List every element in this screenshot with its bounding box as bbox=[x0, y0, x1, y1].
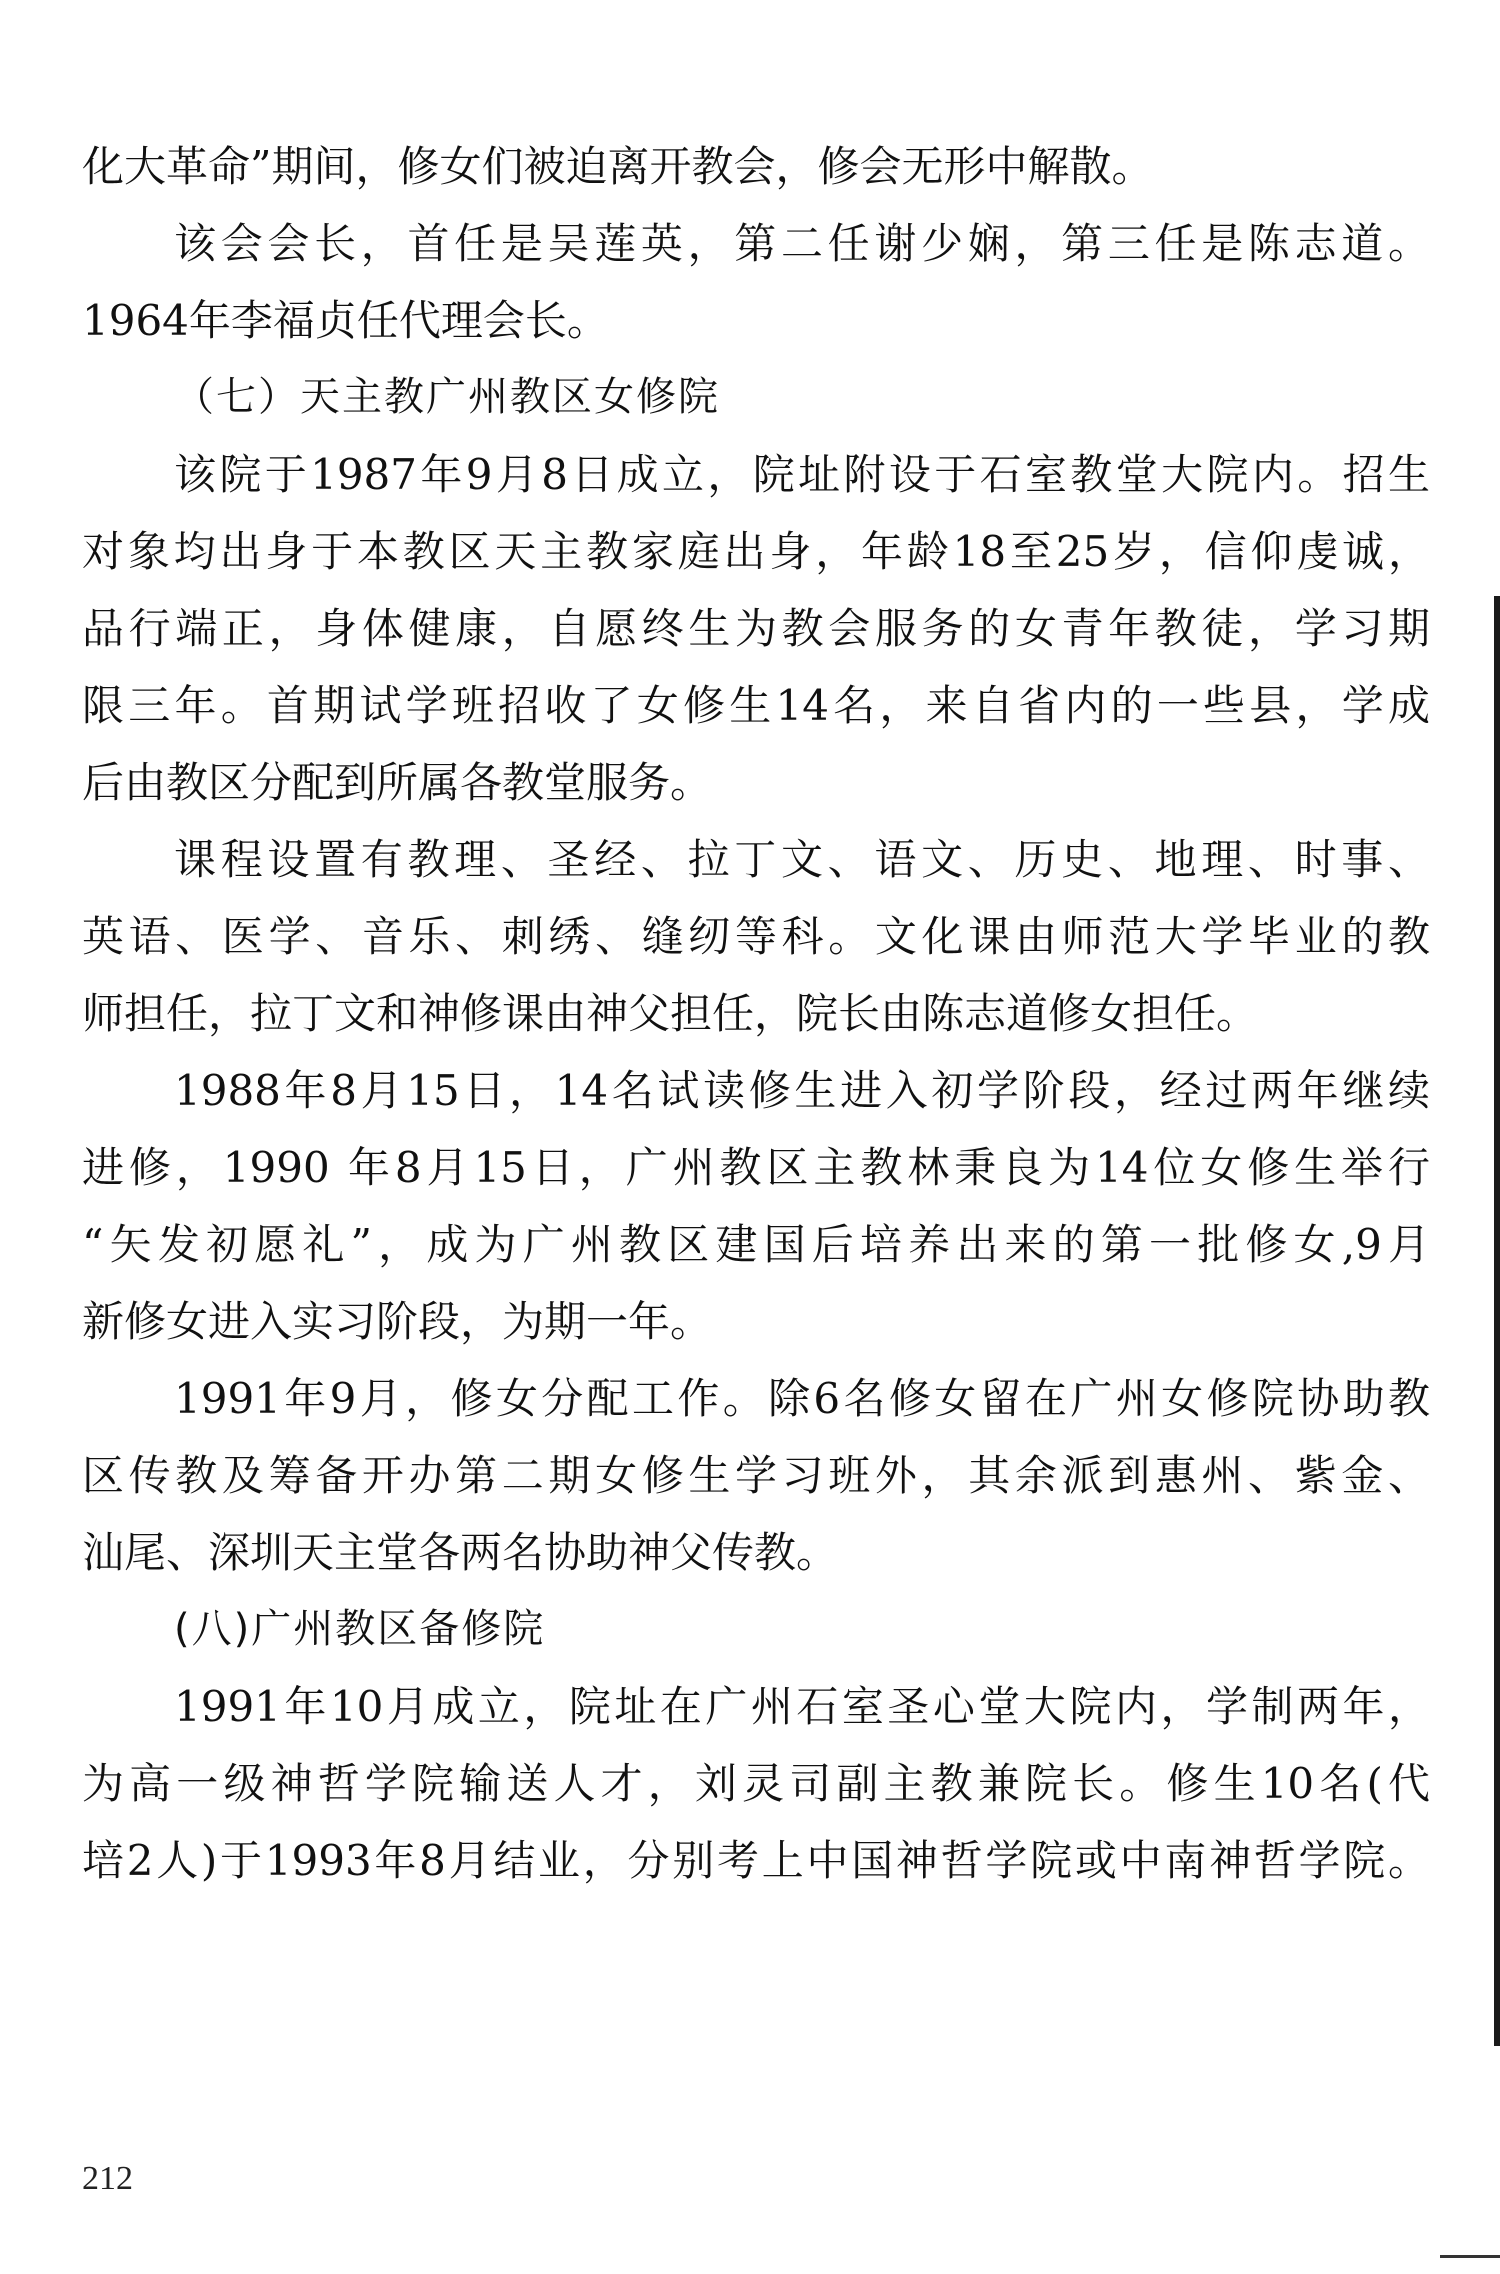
text-line: 对象均出身于本教区天主教家庭出身，年龄18至25岁，信仰虔诚， bbox=[82, 527, 1430, 576]
scan-edge-shadow bbox=[1494, 596, 1500, 2046]
text-line: 师担任，拉丁文和神修课由神父担任，院长由陈志道修女担任。 bbox=[82, 989, 1259, 1038]
text-line: 1991年9月，修女分配工作。除6名修女留在广州女修院协助教 bbox=[174, 1374, 1430, 1423]
text-line: 1988年8月15日，14名试读修生进入初学阶段，经过两年继续 bbox=[174, 1066, 1430, 1115]
text-line: 汕尾、深圳天主堂各两名协助神父传教。 bbox=[82, 1528, 839, 1577]
page-number: 212 bbox=[82, 2160, 133, 2197]
text-line: 培2人)于1993年8月结业，分别考上中国神哲学院或中南神哲学院。 bbox=[82, 1836, 1430, 1885]
text-line: 该院于1987年9月8日成立，院址附设于石室教堂大院内。招生 bbox=[174, 450, 1430, 499]
text-line: “矢发初愿礼”，成为广州教区建国后培养出来的第一批修女,9月 bbox=[82, 1220, 1430, 1269]
text-line: 后由教区分配到所属各教堂服务。 bbox=[82, 758, 713, 807]
text-line: 新修女进入实习阶段，为期一年。 bbox=[82, 1297, 713, 1346]
text-line: 品行端正，身体健康，自愿终生为教会服务的女青年教徒，学习期 bbox=[82, 604, 1430, 653]
text-line: 1991年10月成立，院址在广州石室圣心堂大院内，学制两年， bbox=[174, 1682, 1430, 1731]
text-line: 课程设置有教理、圣经、拉丁文、语文、历史、地理、时事、 bbox=[174, 835, 1430, 884]
text-line: 区传教及筹备开办第二期女修生学习班外，其余派到惠州、紫金、 bbox=[82, 1451, 1430, 1500]
text-line: 英语、医学、音乐、刺绣、缝纫等科。文化课由师范大学毕业的教 bbox=[82, 912, 1430, 961]
section-heading: （七）天主教广州教区女修院 bbox=[174, 374, 720, 420]
section-heading: (八)广州教区备修院 bbox=[174, 1606, 546, 1652]
body-text bbox=[82, 128, 1430, 1899]
text-line: 该会会长，首任是吴莲英，第二任谢少娴，第三任是陈志道。 bbox=[174, 219, 1430, 268]
text-line: 1964年李福贞任代理会长。 bbox=[82, 296, 609, 345]
text-line: 限三年。首期试学班招收了女修生14名，来自省内的一些县，学成 bbox=[82, 681, 1430, 730]
text-line: 化大革命”期间，修女们被迫离开教会，修会无形中解散。 bbox=[82, 142, 1154, 191]
text-line: 为高一级神哲学院输送人才，刘灵司副主教兼院长。修生10名(代 bbox=[82, 1759, 1430, 1808]
text-line: 进修，1990 年8月15日，广州教区主教林秉良为14位女修生举行 bbox=[82, 1143, 1430, 1192]
scan-corner-mark bbox=[1440, 2255, 1500, 2258]
